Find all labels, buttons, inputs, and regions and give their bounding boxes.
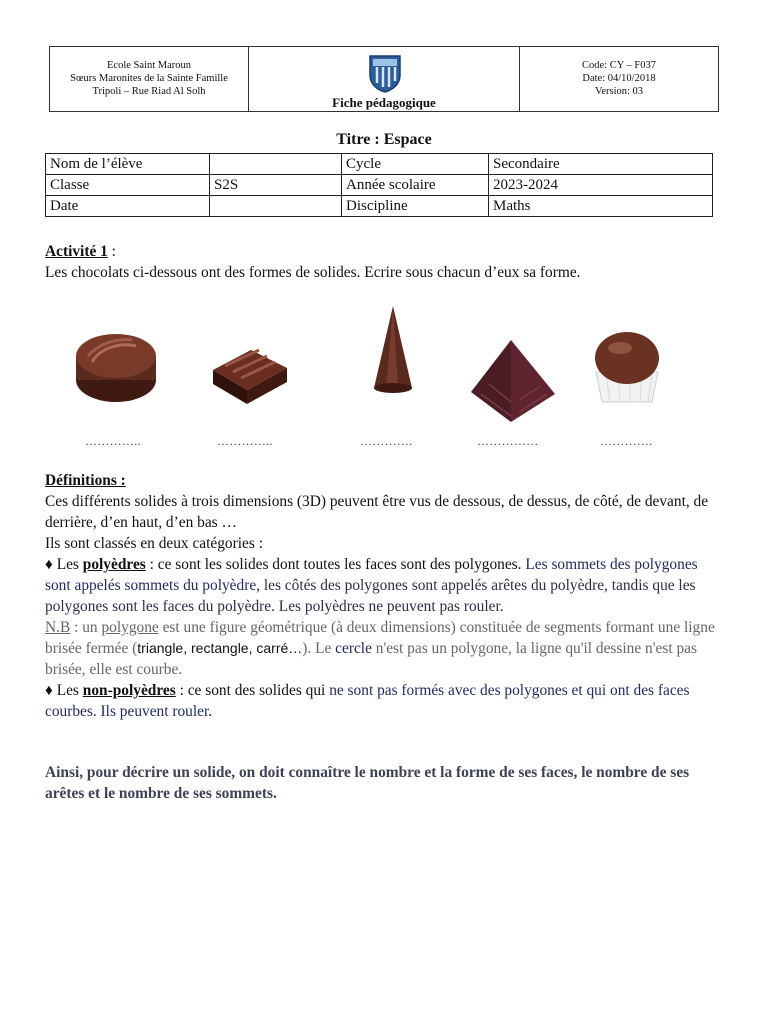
- table-cell: Cycle: [342, 154, 489, 175]
- note-paragraph: N.B : un polygone est une figure géométrique (à deux dimensions) constituée de segments formant une ligne brisée fermée (triangle, rectangle, carré…). Le cercle n'est pas un polygone, la ligne qu'il dessine n'est pas brisée, elle est courbe.: [45, 619, 715, 678]
- answer-blank-5[interactable]: ………….: [600, 434, 653, 448]
- truffle-chocolate-image: [590, 328, 664, 408]
- page-title: Titre : Espace: [336, 131, 432, 148]
- table-cell: [210, 196, 342, 217]
- answer-blank-4[interactable]: ……………: [477, 434, 539, 448]
- school-info: [50, 47, 249, 111]
- sheet-type-title: Fiche pédagogique: [332, 95, 436, 110]
- table-cell: Secondaire: [489, 154, 713, 175]
- document-header: [49, 46, 719, 112]
- round-chocolate-image: [70, 318, 162, 410]
- non-polyhedra-term: non-polyèdres: [82, 682, 176, 699]
- answer-blank-1[interactable]: …………..: [85, 434, 141, 448]
- school-address: Tripoli – Rue Riad Al Solh: [92, 86, 206, 97]
- categories-intro: Ils sont classés en deux catégories :: [45, 535, 263, 552]
- non-polyhedra-paragraph: ♦ Les non-polyèdres : ce sont des solides qui ne sont pas formés avec des polygones et qui ont des faces courbes. Ils peuvent rouler.: [45, 682, 690, 720]
- table-cell: [210, 154, 342, 175]
- cube-chocolate-image: [205, 328, 293, 408]
- activity-colon: :: [107, 243, 116, 260]
- document-version: Version: 03: [594, 86, 644, 97]
- definitions-heading: Définitions :: [45, 472, 126, 489]
- answer-blank-3[interactable]: ………….: [360, 434, 413, 448]
- table-cell: S2S: [210, 175, 342, 196]
- activity-heading: [45, 241, 720, 262]
- document-code: Code: CY – F037: [582, 60, 656, 71]
- header-center: [249, 47, 520, 111]
- table-row: [46, 196, 713, 217]
- conclusion-paragraph: Ainsi, pour décrire un solide, on doit connaître le nombre et la forme de ses faces, le nombre de ses arêtes et le nombre de ses sommets.: [45, 764, 690, 802]
- polyhedra-term: polyèdres: [82, 556, 146, 573]
- table-row: [46, 175, 713, 196]
- school-crest-icon: [367, 53, 403, 93]
- activity-prompt: Les chocolats ci-dessous ont des formes de solides. Ecrire sous chacun d’eux sa forme.: [45, 264, 581, 281]
- table-cell: Date: [46, 196, 210, 217]
- polygon-term: polygone: [101, 619, 159, 636]
- table-cell: Discipline: [342, 196, 489, 217]
- school-name: Ecole Saint Maroun: [107, 60, 191, 71]
- table-cell: Nom de l’élève: [46, 154, 210, 175]
- answer-blank-2[interactable]: …………..: [217, 434, 273, 448]
- student-info-table: [45, 153, 713, 217]
- school-congregation: Sœurs Maronites de la Sainte Famille: [70, 73, 228, 84]
- table-cell: Année scolaire: [342, 175, 489, 196]
- document-metadata: [520, 47, 718, 111]
- definitions-section: [45, 470, 720, 722]
- activity-label: Activité 1: [45, 243, 108, 260]
- document-date: Date: 04/10/2018: [582, 73, 656, 84]
- polyhedra-paragraph: ♦ Les polyèdres : ce sont les solides dont toutes les faces sont des polygones. Les sommets des polygones sont appelés sommets du polyèdre, les côtés des polygones sont appelés arêtes du polyèdre, tandis que les polygones sont les faces du polyèdre. Les polyèdres ne peuvent pas rouler.: [45, 556, 698, 615]
- cone-chocolate-image: [368, 302, 418, 398]
- table-cell: 2023-2024: [489, 175, 713, 196]
- table-row: [46, 154, 713, 175]
- pyramid-chocolate-image: [467, 336, 559, 426]
- note-label: N.B: [45, 619, 71, 636]
- table-cell: Maths: [489, 196, 713, 217]
- table-cell: Classe: [46, 175, 210, 196]
- definitions-intro: Ces différents solides à trois dimensions (3D) peuvent être vus de dessous, de dessus, de côté, de devant, de derrière, d’en haut, d’en bas …: [45, 493, 709, 531]
